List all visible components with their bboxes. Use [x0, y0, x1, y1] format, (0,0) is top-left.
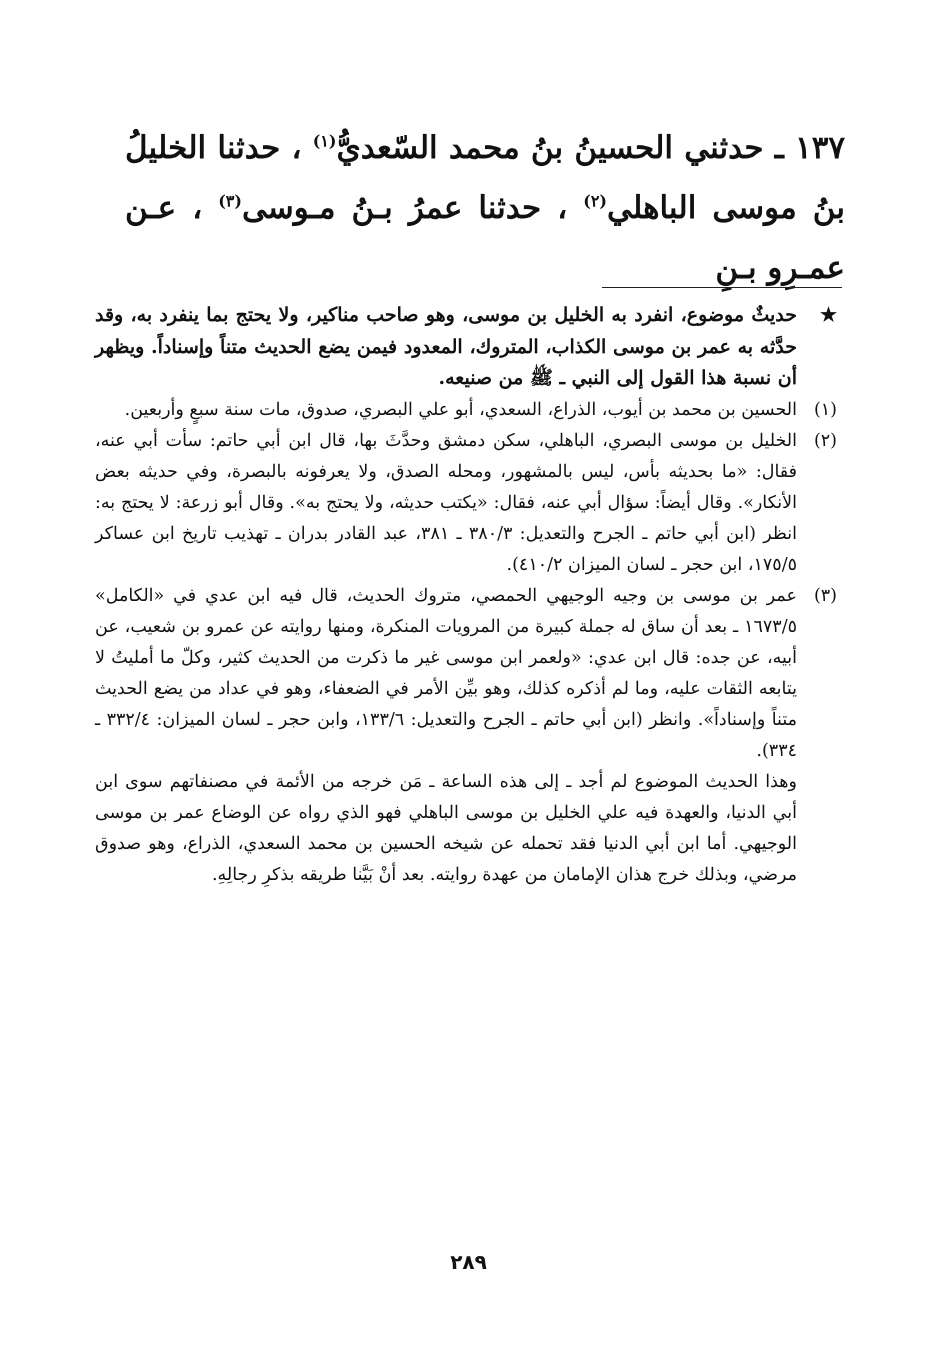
footnote-1-text: الحسين بن محمد بن أيوب، الذراع، السعدي، أبو علي البصري، صدوق، مات سنة سبعٍ وأربعين.: [124, 399, 797, 420]
closing-paragraph: وهذا الحديث الموضوع لم أجد ـ إلى هذه الساعة ـ مَن خرجه من الأئمة في مصنفاتهم سوى ابن أبي الدنيا، والعهدة فيه علي الخليل بن موسى الباهلي فهو الذي رواه عن الوضاع عمر بن موسى الوجيهي. أما ابن أبي الدنيا فقد تحمله عن شيخه الحسين بن محمد السعدي، الذراع، وهو صدوق مرضي، وبذلك خرج هذان الإمامان من عهدة روايته. بعد أنْ بَيَّنا طريقه بذكرِ رجالِهِ.: [95, 771, 797, 885]
main-text-part-1: ١٣٧ ـ حدثني الحسينُ بنُ محمد السّعديُّ: [336, 130, 845, 166]
main-text-part-3: ، حدثنا عمرُ بـنُ مـوسى: [241, 190, 584, 226]
footnote-3-marker: (٣): [813, 585, 837, 606]
footnote-ref-1: (١): [312, 131, 337, 151]
footnote-star-text: حديثٌ موضوع، انفرد به الخليل بن موسى، وهو صاحب مناكير، ولا يحتج بما ينفرد به، وقد حدَّثه به عمر بن موسى الكذاب، المتروك، المعدود فيمن يضع الحديث متناً وإسناداً. ويظهر أن نسبة هذا القول إلى النبي ـ ﷺ من صنيعه.: [95, 304, 797, 389]
footnotes-section: [95, 300, 837, 891]
footnote-2-marker: (٢): [813, 430, 837, 451]
star-marker: ★: [819, 304, 837, 326]
footnote-1-marker: (١): [813, 399, 837, 420]
hadith-main-text: [125, 118, 845, 298]
footnote-separator: [602, 287, 842, 288]
footnote-ref-3: (٣): [218, 191, 242, 211]
footnote-1: [95, 395, 837, 426]
footnote-2-text: الخليل بن موسى البصري، الباهلي، سكن دمشق وحدَّثَ بها، قال ابن أبي حاتم: سأت أبي عنه، فقال: «ما بحديثه بأس، ليس بالمشهور، ومحله الصدق، ولا يعرفونه بالبصرة، وفي حديثه بعض الأنكار». وقال أيضاً: سؤال أبي عنه، فقال: «يكتب حديثه، ولا يحتج به». وقال أبو زرعة: لا يحتج به: انظر (ابن أبي حاتم ـ الجرح والتعديل: ٣٨٠/٣ ـ ٣٨١، عبد القادر بدران ـ تهذيب تاريخ ابن عساكر ١٧٥/٥، ابن حجر ـ لسان الميزان ٤١٠/٢).: [95, 430, 797, 575]
main-text-part-4: ، عـن عمـرِو بـنِ: [125, 190, 845, 286]
footnote-3-text: عمر بن موسى بن وجيه الوجيهي الحمصي، متروك الحديث، قال فيه ابن عدي في «الكامل» ١٦٧٣/٥ ـ بعد أن ساق له جملة كبيرة من المرويات المنكرة، ومنها روايته عن عمرو بن شعيب، عن أبيه، عن جده: قال ابن عدي: «ولعمر ابن موسى غير ما ذكرت من الحديث كثير، وكلّ ما أمليتُ لا يتابعه الثقات عليه، وما لم أذكره كذلك، وهو بيِّن الأمر في الضعفاء، وهو في عداد من يضع الحديث متناً وإسناداً». وانظر (ابن أبي حاتم ـ الجرح والتعديل: ١٣٣/٦، وابن حجر ـ لسان الميزان: ٣٣٢/٤ ـ ٣٣٤).: [95, 585, 797, 761]
footnote-2: [95, 426, 837, 581]
footnote-3: [95, 581, 837, 767]
page-number: ٢٨٩: [450, 1250, 487, 1274]
main-text-part-2: ، حدثنا الخليلُ بنُ موسى الباهلي: [125, 130, 845, 226]
footnote-star: [95, 300, 837, 395]
footnote-ref-2: (٢): [583, 191, 607, 211]
